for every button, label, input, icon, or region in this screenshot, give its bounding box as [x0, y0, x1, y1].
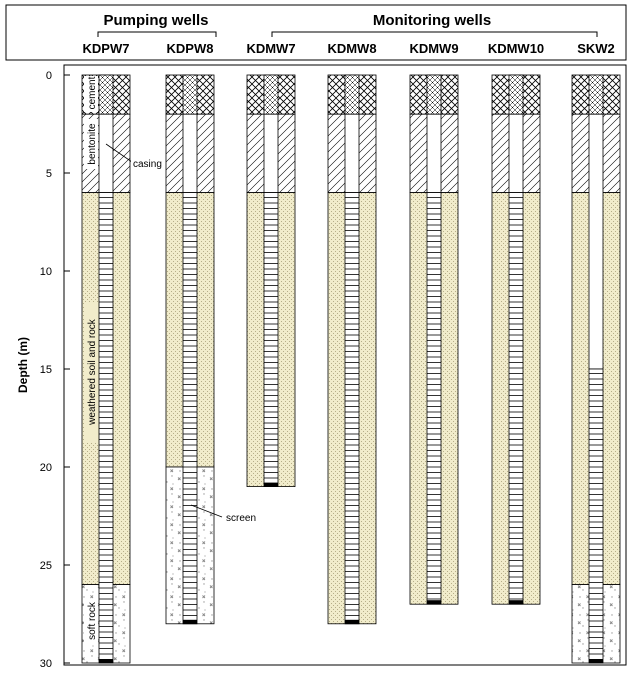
- pipe-cement: [183, 75, 197, 114]
- well-label-kdmw7: KDMW7: [246, 41, 296, 56]
- pipe-screen: [99, 193, 113, 663]
- y-tick-label-0: 0: [45, 70, 52, 82]
- pumping-wells-title: Pumping wells: [103, 12, 209, 29]
- pipe-cement: [345, 75, 359, 114]
- pipe-bottom-cap: [99, 659, 113, 663]
- well-label-kdmw9: KDMW9: [409, 41, 459, 56]
- y-tick-label-30: 30: [39, 658, 52, 670]
- y-axis: [16, 70, 70, 670]
- y-tick-label-25: 25: [39, 560, 52, 572]
- pipe-bottom-cap: [589, 659, 603, 663]
- pipe-casing: [183, 114, 197, 192]
- pipe-screen: [183, 193, 197, 624]
- pipe-casing: [589, 114, 603, 369]
- bentonite-label: bentonite: [87, 123, 98, 165]
- pipe-bottom-cap: [264, 483, 278, 487]
- well-label-skw2: SKW2: [577, 41, 615, 56]
- screen-label: screen: [226, 513, 257, 524]
- pipe-screen: [589, 369, 603, 663]
- y-tick-label-5: 5: [45, 168, 52, 180]
- pipe-bottom-cap: [509, 600, 523, 604]
- pipe-casing: [509, 114, 523, 192]
- pipe-cement: [427, 75, 441, 114]
- pipe-bottom-cap: [427, 600, 441, 604]
- pipe-casing: [264, 114, 278, 192]
- well-kdmw8: [328, 75, 376, 624]
- pumping-bracket: [98, 32, 216, 37]
- pipe-screen: [427, 193, 441, 605]
- y-tick-label-20: 20: [39, 462, 52, 474]
- pipe-screen: [345, 193, 359, 624]
- well-kdmw9: [410, 75, 458, 604]
- monitoring-wells-title: Monitoring wells: [372, 12, 492, 29]
- well-label-kdmw10: KDMW10: [487, 41, 545, 56]
- rock-label: soft rock: [87, 602, 98, 640]
- y-tick-label-15: 15: [39, 364, 52, 376]
- well-skw2: [572, 75, 620, 663]
- monitoring-bracket: [272, 32, 597, 37]
- pipe-cement: [99, 75, 113, 114]
- well-kdmw7: [247, 75, 295, 487]
- well-label-kdpw7: KDPW7: [82, 41, 130, 56]
- well-kdmw10: [492, 75, 540, 604]
- well-kdpw8: [166, 75, 214, 624]
- pipe-bottom-cap: [183, 620, 197, 624]
- pipe-bottom-cap: [345, 620, 359, 624]
- y-axis-title: Depth (m): [16, 337, 30, 393]
- well-label-kdpw8: KDPW8: [166, 41, 214, 56]
- pipe-cement: [589, 75, 603, 114]
- casing-label: casing: [133, 159, 162, 170]
- pipe-casing: [427, 114, 441, 192]
- pipe-casing: [345, 114, 359, 192]
- pipe-cement: [509, 75, 523, 114]
- pipe-screen: [264, 193, 278, 487]
- pipe-casing: [99, 114, 113, 192]
- pipe-screen: [509, 193, 523, 605]
- cement-label: cement: [87, 76, 98, 110]
- well-label-kdmw8: KDMW8: [327, 41, 377, 56]
- pipe-cement: [264, 75, 278, 114]
- y-tick-label-10: 10: [39, 266, 52, 278]
- soil-label: weathered soil and rock: [87, 319, 98, 425]
